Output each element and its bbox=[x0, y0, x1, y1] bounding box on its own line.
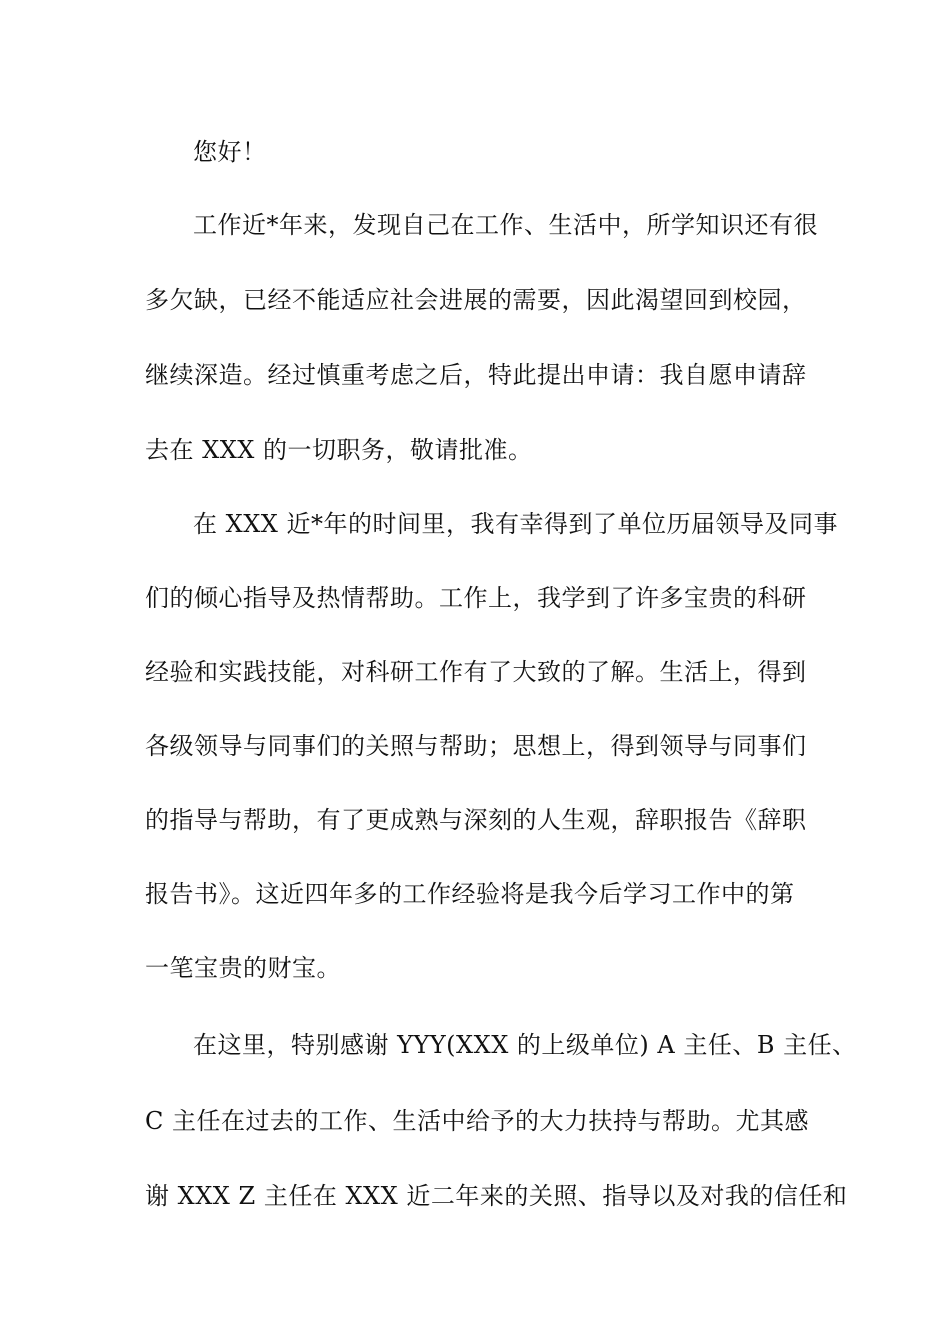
paragraph-2-line-1: 在 XXX 近*年的时间里，我有幸得到了单位历届领导及同事 bbox=[193, 510, 839, 538]
paragraph-2-line-3: 经验和实践技能，对科研工作有了大致的了解。生活上，得到 bbox=[145, 658, 807, 686]
paragraph-2-line-5: 的指导与帮助，有了更成熟与深刻的人生观，辞职报告《辞职 bbox=[145, 806, 807, 834]
paragraph-1-line-2: 多欠缺，已经不能适应社会进展的需要，因此渴望回到校园， bbox=[145, 286, 807, 314]
paragraph-2-line-2: 们的倾心指导及热情帮助。工作上，我学到了许多宝贵的科研 bbox=[145, 584, 807, 612]
paragraph-2-line-6: 报告书》。这近四年多的工作经验将是我今后学习工作中的第 bbox=[145, 880, 795, 908]
paragraph-1-line-1: 工作近*年来，发现自己在工作、生活中，所学知识还有很 bbox=[193, 211, 818, 239]
paragraph-3-line-3: 谢 XXX Z 主任在 XXX 近二年来的关照、指导以及对我的信任和 bbox=[145, 1182, 848, 1210]
paragraph-2-line-7: 一笔宝贵的财宝。 bbox=[145, 954, 341, 982]
greeting-line: 您好！ bbox=[193, 138, 267, 166]
paragraph-3-line-1: 在这里，特别感谢 YYY(XXX 的上级单位) A 主任、B 主任、 bbox=[193, 1031, 857, 1059]
paragraph-2-line-4: 各级领导与同事们的关照与帮助；思想上，得到领导与同事们 bbox=[145, 732, 807, 760]
paragraph-3-line-2: C 主任在过去的工作、生活中给予的大力扶持与帮助。尤其感 bbox=[145, 1107, 809, 1135]
paragraph-1-line-3: 继续深造。经过慎重考虑之后，特此提出申请：我自愿申请辞 bbox=[145, 361, 807, 389]
paragraph-1-line-4: 去在 XXX 的一切职务，敬请批准。 bbox=[145, 436, 533, 464]
